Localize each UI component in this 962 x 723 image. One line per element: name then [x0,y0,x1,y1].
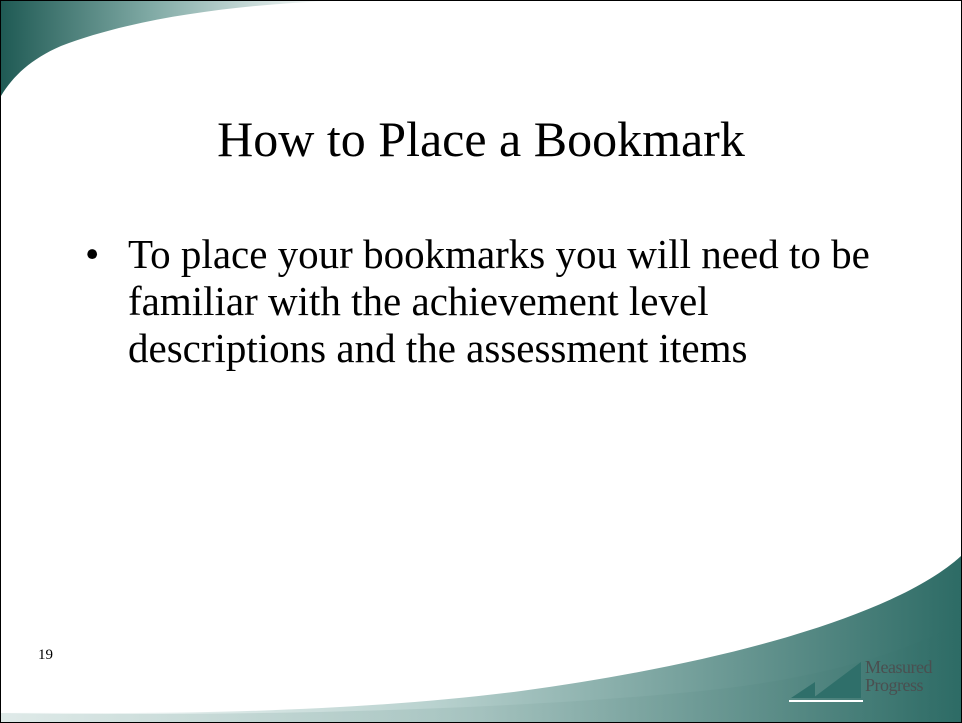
logo-wordmark [865,658,932,694]
bullet-text: To place your bookmarks you will need to be familiar with the achievement level descriptions and the assessment items [128,231,870,371]
slide-number: 19 [38,647,53,663]
mountain-logo-icon [789,658,863,702]
bullet-glyph: • [85,231,100,277]
logo-line1: Measured [865,657,932,677]
bullet-list [85,231,885,372]
logo-line2: Progress [865,675,923,695]
slide-title: How to Place a Bookmark [217,111,745,167]
top-swoosh-shape [1,1,331,96]
bullet-item [85,231,885,372]
company-logo [789,658,949,702]
